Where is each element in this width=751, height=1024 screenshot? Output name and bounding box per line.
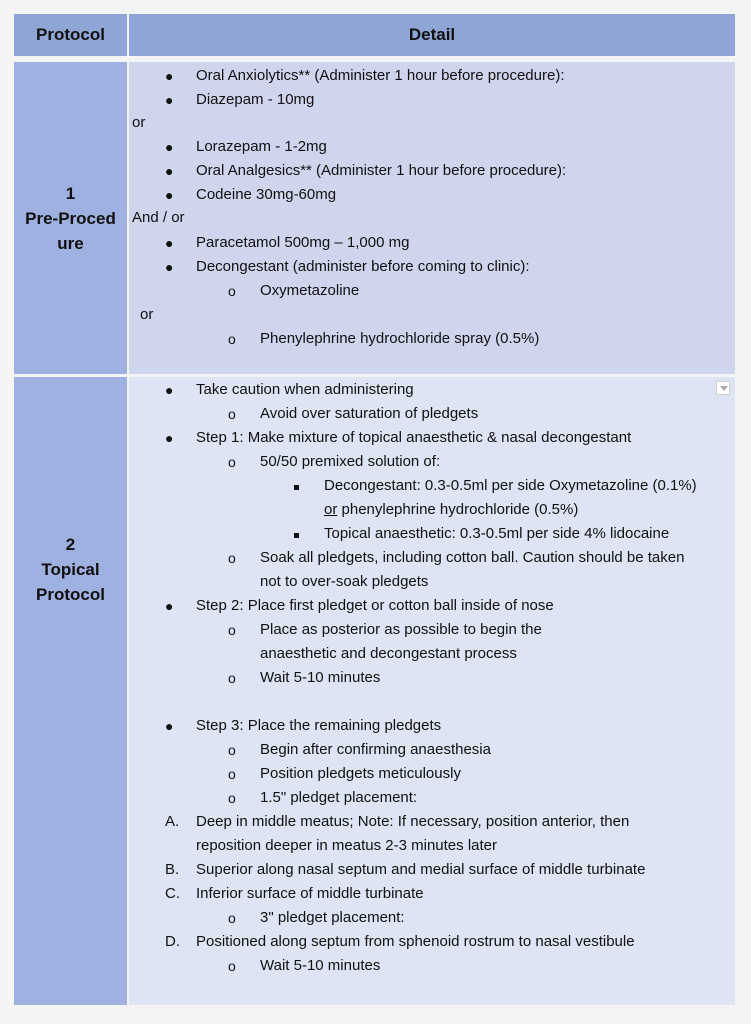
sub-bullet-marker: o bbox=[228, 790, 236, 806]
letter-marker: D. bbox=[165, 933, 180, 950]
bullet-marker: ● bbox=[165, 163, 174, 179]
bullet-marker: ● bbox=[165, 718, 174, 734]
letter-marker: C. bbox=[165, 885, 180, 902]
detail-line: Phenylephrine hydrochloride spray (0.5%) bbox=[260, 330, 540, 347]
detail-line: Decongestant (administer before coming to clinic): bbox=[196, 258, 530, 275]
row2-name-line2: Protocol bbox=[36, 585, 105, 604]
sub-bullet-marker: o bbox=[228, 331, 236, 347]
detail-line: Step 1: Make mixture of topical anaesthetic & nasal decongestant bbox=[196, 429, 632, 446]
detail-line: Diazepam - 10mg bbox=[196, 91, 315, 108]
sub-bullet-marker: o bbox=[228, 550, 236, 566]
bullet-marker: ● bbox=[165, 235, 174, 251]
detail-line: Take caution when administering bbox=[196, 381, 414, 398]
sub-bullet-marker: o bbox=[228, 958, 236, 974]
detail-line: Step 3: Place the remaining pledgets bbox=[196, 717, 442, 734]
square-bullet-icon bbox=[294, 485, 299, 490]
detail-line: Deep in middle meatus; Note: If necessary, position anterior, then bbox=[196, 813, 630, 830]
bullet-marker: ● bbox=[165, 382, 174, 398]
detail-line: Step 2: Place first pledget or cotton ball inside of nose bbox=[196, 597, 554, 614]
bullet-marker: ● bbox=[165, 187, 174, 203]
row1-protocol-cell bbox=[14, 62, 127, 374]
sub-bullet-marker: o bbox=[228, 283, 236, 299]
detail-line: Place as posterior as possible to begin the bbox=[260, 621, 542, 638]
row1-name-line2: ure bbox=[57, 233, 84, 253]
bullet-marker: ● bbox=[165, 68, 174, 84]
row2-protocol-cell bbox=[14, 377, 127, 1005]
detail-line: Wait 5-10 minutes bbox=[260, 957, 381, 974]
letter-marker: A. bbox=[165, 813, 180, 830]
square-bullet-icon bbox=[294, 533, 299, 538]
detail-line: Oxymetazoline bbox=[260, 282, 360, 299]
underlined-or: or bbox=[324, 501, 338, 518]
row2-name-line1: Topical bbox=[41, 560, 100, 579]
detail-line: Decongestant: 0.3-0.5ml per side Oxymetazoline (0.1%) bbox=[324, 477, 697, 494]
row1-name-line1: Pre-Proced bbox=[25, 208, 116, 228]
dropdown-arrow-icon[interactable] bbox=[716, 381, 730, 395]
detail-line-rest: phenylephrine hydrochloride (0.5%) bbox=[337, 501, 579, 518]
detail-line: Avoid over saturation of pledgets bbox=[260, 405, 479, 422]
detail-line: anaesthetic and decongestant process bbox=[260, 645, 517, 662]
row2-detail-cell bbox=[129, 377, 735, 1005]
detail-line: 50/50 premixed solution of: bbox=[260, 453, 441, 470]
detail-line: Inferior surface of middle turbinate bbox=[196, 885, 424, 902]
sub-bullet-marker: o bbox=[228, 454, 236, 470]
detail-line: Oral Anxiolytics** (Administer 1 hour before procedure): bbox=[196, 67, 565, 84]
header-protocol bbox=[14, 14, 127, 56]
sub-bullet-marker: o bbox=[228, 670, 236, 686]
header-detail-label: Detail bbox=[408, 25, 456, 44]
sub-bullet-marker: o bbox=[228, 406, 236, 422]
sub-bullet-marker: o bbox=[228, 742, 236, 758]
square-bullet-marker bbox=[294, 475, 299, 497]
bullet-marker: ● bbox=[165, 430, 174, 446]
row2-number: 2 bbox=[65, 535, 76, 554]
row1-number: 1 bbox=[65, 183, 76, 203]
detail-line: Wait 5-10 minutes bbox=[260, 669, 381, 686]
detail-line: Codeine 30mg-60mg bbox=[196, 186, 337, 203]
detail-line: not to over-soak pledgets bbox=[260, 573, 429, 590]
bullet-marker: ● bbox=[165, 259, 174, 275]
detail-line: or bbox=[140, 306, 154, 323]
detail-line: reposition deeper in meatus 2-3 minutes later bbox=[196, 837, 497, 854]
square-bullet-marker bbox=[294, 523, 299, 545]
detail-line-continuation bbox=[324, 499, 578, 521]
detail-line: or bbox=[132, 114, 146, 131]
header-detail bbox=[129, 14, 735, 56]
detail-line: Begin after confirming anaesthesia bbox=[260, 741, 491, 758]
detail-line: Topical anaesthetic: 0.3-0.5ml per side 4% lidocaine bbox=[324, 525, 670, 542]
sub-bullet-marker: o bbox=[228, 766, 236, 782]
header-protocol-label: Protocol bbox=[36, 25, 105, 44]
bullet-marker: ● bbox=[165, 139, 174, 155]
detail-line: Superior along nasal septum and medial surface of middle turbinate bbox=[196, 861, 646, 878]
detail-line: Oral Analgesics** (Administer 1 hour before procedure): bbox=[196, 162, 567, 179]
detail-line: Soak all pledgets, including cotton ball. Caution should be taken bbox=[260, 549, 685, 566]
bullet-marker: ● bbox=[165, 92, 174, 108]
sub-bullet-marker: o bbox=[228, 622, 236, 638]
detail-line: Lorazepam - 1-2mg bbox=[196, 138, 327, 155]
row1-detail-cell bbox=[129, 62, 735, 374]
detail-line: Positioned along septum from sphenoid rostrum to nasal vestibule bbox=[196, 933, 635, 950]
detail-line: Paracetamol 500mg – 1,000 mg bbox=[196, 234, 410, 251]
bullet-marker: ● bbox=[165, 598, 174, 614]
detail-line: And / or bbox=[132, 209, 185, 226]
detail-line: 1.5" pledget placement: bbox=[260, 789, 418, 806]
detail-line: 3" pledget placement: bbox=[260, 909, 405, 926]
sub-bullet-marker: o bbox=[228, 910, 236, 926]
detail-line: Position pledgets meticulously bbox=[260, 765, 461, 782]
letter-marker: B. bbox=[165, 861, 180, 878]
